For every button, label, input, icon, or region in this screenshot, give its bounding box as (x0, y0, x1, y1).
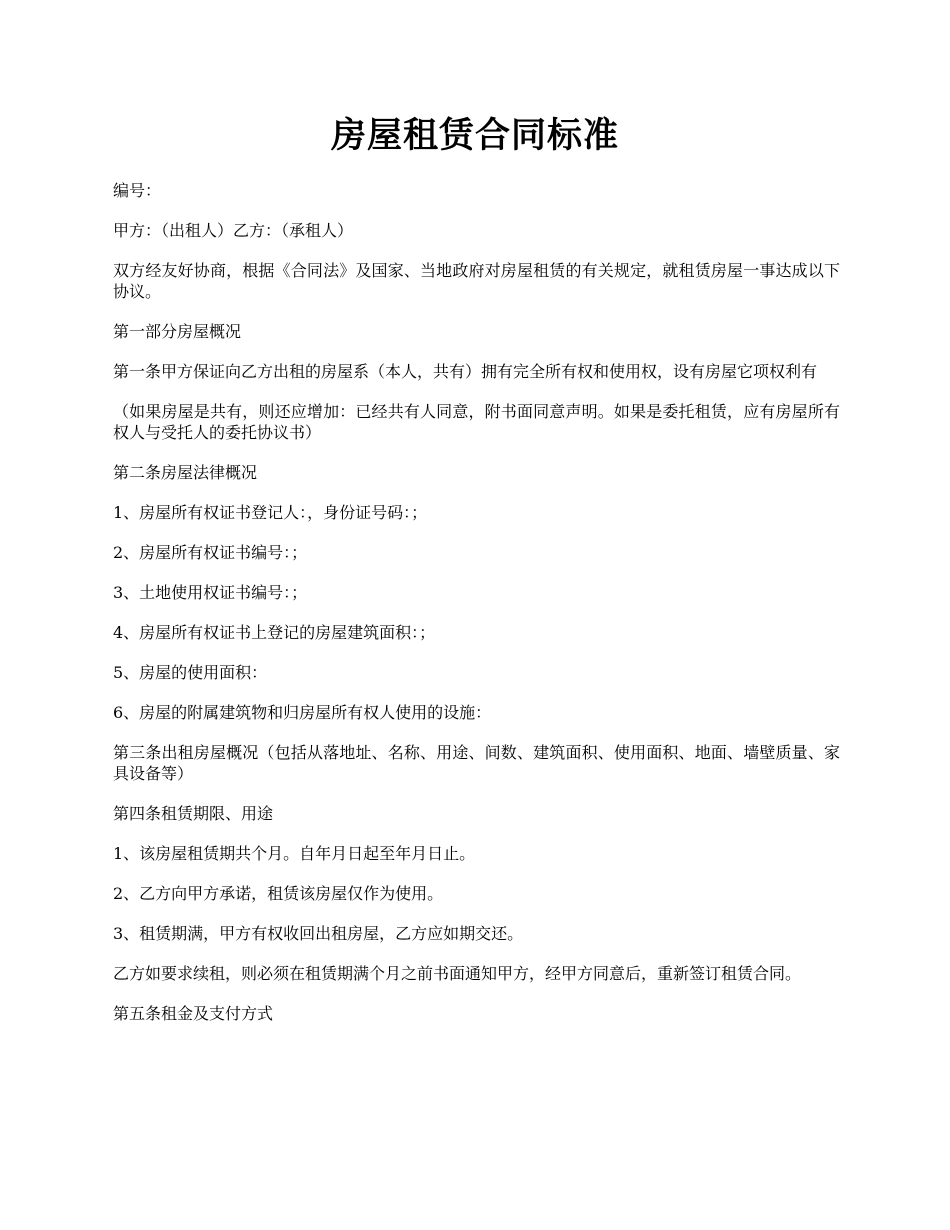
paragraph-parties: 甲方：（出租人）乙方：（承租人） (113, 221, 354, 240)
article-four-renewal: 乙方如要求续租，则必须在租赁期满个月之前书面通知甲方，经甲方同意后，重新签订租赁合同。 (113, 964, 802, 983)
section-heading-part-one: 第一部分房屋概况 (113, 322, 242, 341)
article-five-heading: 第五条租金及支付方式 (113, 1004, 274, 1023)
article-two-item-3: 3、土地使用权证书编号：； (113, 583, 308, 602)
document-title: 房屋租赁合同标准 (330, 115, 619, 156)
document-body (113, 180, 840, 1043)
article-one-note: （如果房屋是共有，则还应增加：已经共有人同意，附书面同意声明。如果是委托租赁，应有房屋所有权人与受托人的委托协议书） (113, 402, 840, 442)
article-two-item-1: 1、房屋所有权证书登记人：，身份证号码：； (113, 503, 428, 522)
article-two-item-2: 2、房屋所有权证书编号：； (113, 543, 308, 562)
paragraph-contract-number: 编号： (113, 181, 162, 200)
article-two-heading: 第二条房屋法律概况 (113, 463, 258, 482)
article-one: 第一条甲方保证向乙方出租的房屋系（本人，共有）拥有完全所有权和使用权，设有房屋它项权利有 (113, 362, 818, 381)
article-two-item-6: 6、房屋的附属建筑物和归房屋所有权人使用的设施： (113, 703, 492, 722)
article-four-item-2: 2、乙方向甲方承诺，租赁该房屋仅作为使用。 (113, 884, 444, 903)
paragraph-preamble: 双方经友好协商，根据《合同法》及国家、当地政府对房屋租赁的有关规定，就租赁房屋一事达成以下协议。 (113, 261, 840, 301)
article-four-item-3: 3、租赁期满，甲方有权收回出租房屋，乙方应如期交还。 (113, 924, 524, 943)
article-two-item-4: 4、房屋所有权证书上登记的房屋建筑面积：； (113, 623, 436, 642)
article-three: 第三条出租房屋概况（包括从落地址、名称、用途、间数、建筑面积、使用面积、地面、墙壁质量、家具设备等） (113, 743, 840, 783)
article-four-item-1: 1、该房屋租赁期共个月。自年月日起至年月日止。 (113, 844, 476, 863)
article-two-item-5: 5、房屋的使用面积： (113, 663, 268, 682)
article-four-heading: 第四条租赁期限、用途 (113, 804, 274, 823)
